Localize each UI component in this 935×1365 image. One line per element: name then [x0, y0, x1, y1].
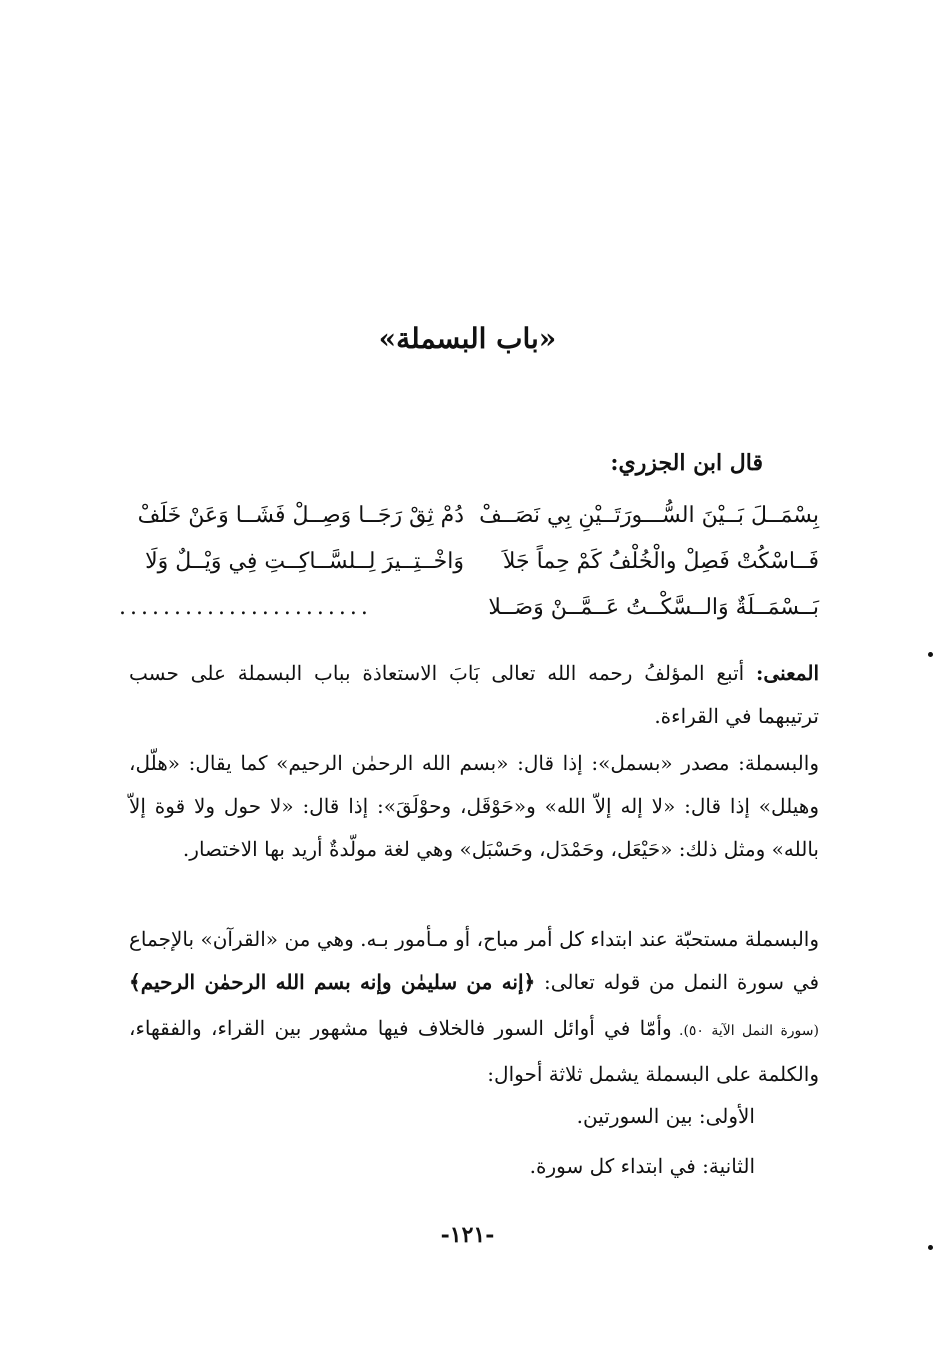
- meaning-paragraph: [129, 652, 819, 738]
- verse-line: [119, 496, 819, 542]
- poem-verses: [119, 496, 819, 634]
- state-second: الثانية: في ابتداء كل سورة.: [529, 1154, 755, 1178]
- verse-first-hemistich: بِسْمَــلَ بَــيْنَ السُّـــورَتَــيْنِ بِي نَصَــفْ: [479, 503, 819, 528]
- meaning-label: المعنى:: [756, 661, 819, 685]
- chapter-title: «باب البسملة»: [378, 322, 557, 355]
- verse-dots: .......................: [119, 595, 372, 620]
- ruling-text: والبسملة مستحبّة عند ابتداء كل أمر مباح، أو مـأمور بـه. وهي من «القرآن» بالإجماع في سورة النمل من قوله تعالى:: [129, 927, 820, 994]
- verse-line: [119, 542, 819, 588]
- page-number: -١٢١-: [440, 1222, 495, 1248]
- verse-attribution: قال ابن الجزري:: [610, 450, 763, 476]
- basmala-definition-paragraph: والبسملة: مصدر «بسمل»: إذا قال: «بسم الله الرحمٰن الرحيم» كما يقال: «هلّل، وهيلل» إذا قال: «لا إله إلاّ الله» و«حَوْقَل، وحوْلَقَ»: إذا قال: «لا حول ولا قوة إلاّ بالله» ومثل ذلك: «حَيْعَل، وحَمْدَل، وحَسْبَل» وهي لغة مولّدةٌ أريد بها الاختصار.: [129, 751, 819, 861]
- verse-second-hemistich: وَاخْــتِــيرَ لِــلسَّــاكِــتِ فِي وَيْــلٌ وَلَا: [145, 549, 464, 574]
- meaning-text: أتبع المؤلفُ رحمه الله تعالى بَابَ الاستعاذة بباب البسملة على حسب ترتيبهما في القراءة.: [129, 661, 819, 728]
- ruling-text-continued: وأمّا في أوائل السور فالخلاف فيها مشهور بين القراء، والفقهاء، والكلمة على البسملة يشمل ثلاثة أحوال:: [129, 1016, 819, 1086]
- verse-second-hemistich: دُمْ ثِقْ رَجَــا وَصِــلْ فَشَــا وَعَنْ خَلَفْ: [137, 503, 464, 528]
- verse-first-hemistich: فَــاسْكُتْ فَصِلْ والْخُلْفُ كَمْ حِماً جَلاَ: [502, 549, 819, 574]
- verse-first-hemistich: بَــسْمَــلَةٌ وَالــسَّكْــتُ عَــمَّــنْ وَصَــلا: [488, 595, 819, 620]
- scan-edge-mark: [928, 1245, 933, 1250]
- basmala-ruling-paragraph: [129, 918, 819, 1096]
- verse-line: [119, 588, 819, 634]
- quran-reference: (سورة النمل الآية ٥٠).: [671, 1023, 819, 1039]
- state-first: الأولى: بين السورتين.: [576, 1104, 755, 1128]
- scan-edge-mark: [928, 652, 933, 657]
- quran-quote: ﴿إنه من سليمٰن وإنه بسم الله الرحمٰن الرحيم﴾: [129, 970, 536, 994]
